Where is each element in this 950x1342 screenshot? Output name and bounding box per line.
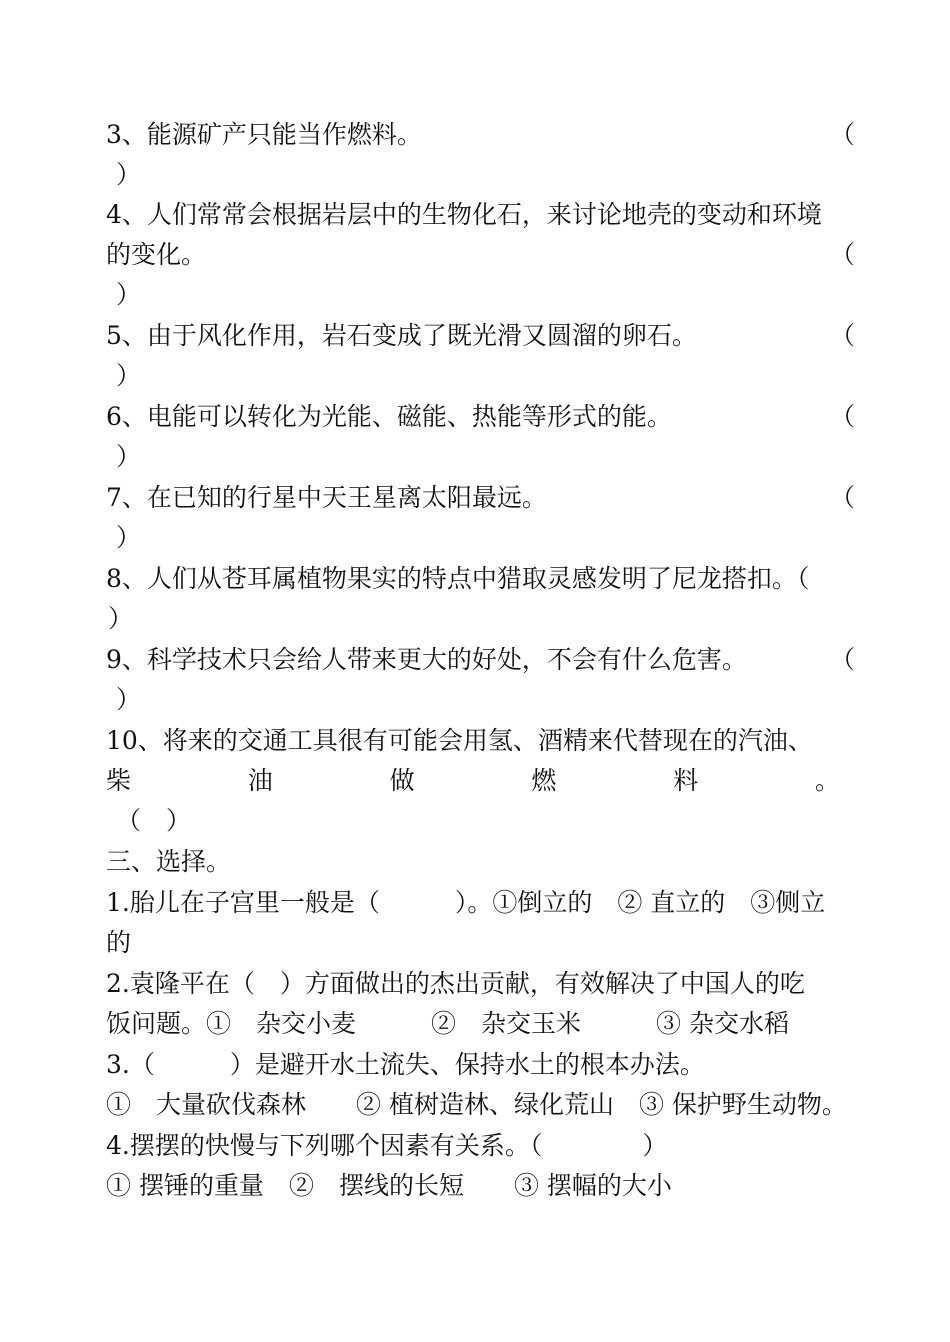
question-10-word: 做 xyxy=(389,766,415,795)
question-7-close-paren: ） xyxy=(116,523,142,552)
question-5-open-paren: （ xyxy=(830,321,856,350)
question-3-text: 3、能源矿产只能当作燃料。 xyxy=(106,120,422,149)
question-6-open-paren: （ xyxy=(830,402,856,431)
question-10-text-line-1: 10、将来的交通工具很有可能会用氢、酒精来代替现在的汽油、 xyxy=(106,726,813,755)
question-9-close-paren: ） xyxy=(116,685,142,714)
choice-3-text-line-2: ① 大量砍伐森林 ② 植树造林、绿化荒山 ③ 保护野生动物。 xyxy=(106,1090,847,1119)
choice-2-text-line-1: 2.袁隆平在（ ）方面做出的杰出贡献，有效解决了中国人的吃 xyxy=(106,969,805,998)
question-8-close-paren: ） xyxy=(108,604,134,633)
choice-2-text-line-2: 饭问题。① 杂交小麦 ② 杂交玉米 ③ 杂交水稻 xyxy=(106,1009,789,1038)
question-3-close-paren: ） xyxy=(116,160,142,189)
question-7-open-paren: （ xyxy=(830,483,856,512)
question-10-word: 柴 xyxy=(106,766,132,795)
question-10-word: 燃 xyxy=(531,766,557,795)
question-10-text-line-2 xyxy=(106,761,840,801)
choice-1-text-line-2: 的 xyxy=(106,928,132,957)
choice-4-text-line-2: ① 摆锤的重量 ② 摆线的长短 ③ 摆幅的大小 xyxy=(106,1171,672,1200)
question-9-text: 9、科学技术只会给人带来更大的好处，不会有什么危害。 xyxy=(106,645,747,674)
choice-3-text-line-1: 3.（ ）是避开水土流失、保持水土的根本办法。 xyxy=(106,1050,705,1079)
question-7-text: 7、在已知的行星中天王星离太阳最远。 xyxy=(106,483,547,512)
question-4-open-paren: （ xyxy=(830,240,856,269)
choice-4-text-line-1: 4.摆摆的快慢与下列哪个因素有关系。（ ） xyxy=(106,1131,668,1160)
question-9-open-paren: （ xyxy=(830,645,856,674)
question-4-close-paren: ） xyxy=(116,280,142,309)
question-10-word: 。 xyxy=(814,766,840,795)
question-10-word: 油 xyxy=(247,766,273,795)
section-heading-choice: 三、选择。 xyxy=(106,847,232,876)
question-8-text: 8、人们从苍耳属植物果实的特点中猎取灵感发明了尼龙搭扣。（ xyxy=(106,564,810,593)
question-5-close-paren: ） xyxy=(116,361,142,390)
question-4-text-line-2: 的变化。 xyxy=(106,240,207,269)
question-3-open-paren: （ xyxy=(830,120,856,149)
question-6-text: 6、电能可以转化为光能、磁能、热能等形式的能。 xyxy=(106,402,672,431)
question-10-word: 料 xyxy=(673,766,699,795)
question-5-text: 5、由于风化作用，岩石变成了既光滑又圆溜的卵石。 xyxy=(106,321,697,350)
question-10-paren: （ ） xyxy=(116,806,192,835)
question-4-text-line-1: 4、人们常常会根据岩层中的生物化石，来讨论地壳的变动和环境 xyxy=(106,200,822,229)
question-6-close-paren: ） xyxy=(116,442,142,471)
choice-1-text-line-1: 1.胎儿在子宫里一般是（ ）。①倒立的 ② 直立的 ③侧立 xyxy=(106,888,826,917)
